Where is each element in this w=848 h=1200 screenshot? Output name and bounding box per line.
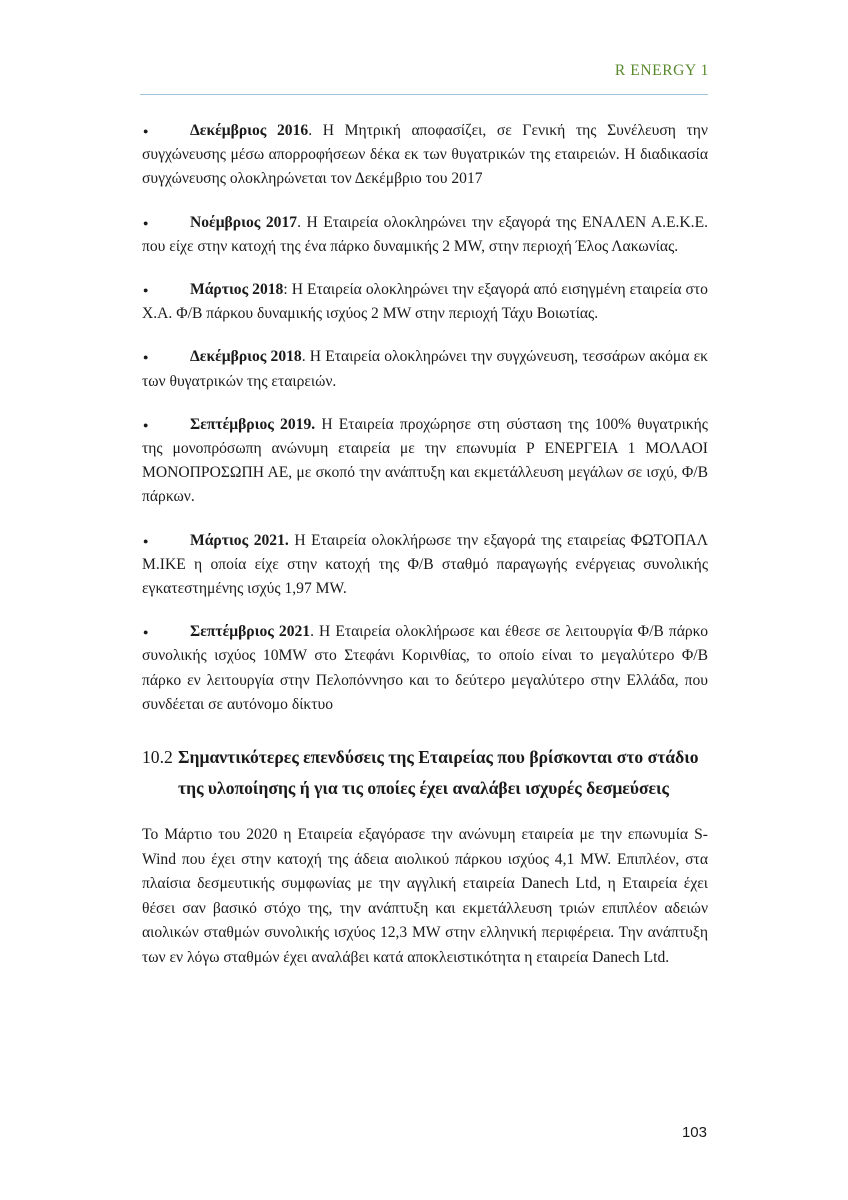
- timeline-date: Δεκέμβριος 2016: [190, 122, 309, 139]
- timeline-date: Νοέμβριος 2017: [190, 213, 298, 231]
- bullet-icon: ●: [143, 535, 149, 546]
- page-number: 103: [681, 1124, 707, 1141]
- timeline-item: [142, 413, 708, 510]
- bullet-icon: ●: [143, 627, 149, 638]
- timeline-date: Μάρτιος 2021.: [190, 531, 289, 549]
- timeline-text: . Η Εταιρεία ολοκληρώνει την συγχώνευση, τεσσάρων ακόμα εκ των θυγατρικών της εταιρειών.: [142, 348, 708, 390]
- bullet-icon: ●: [143, 126, 149, 136]
- timeline-text: . Η Εταιρεία ολοκληρώνει την εξαγορά της ΕΝΑΛΕΝ Α.Ε.Κ.Ε. που είχε στην κατοχή της ένα πάρκο δυναμικής 2 MW, στην περιοχή Έλος Λακωνίας.: [142, 213, 708, 255]
- timeline-text: : Η Εταιρεία ολοκληρώνει την εξαγορά από εισηγμένη εταιρεία στο Χ.Α. Φ/Β πάρκου δυναμικής ισχύος 2 MW στην περιοχή Τάχυ Βοιωτίας.: [142, 281, 708, 323]
- section-heading: [142, 742, 708, 804]
- timeline-text: Η Εταιρεία ολοκλήρωσε την εξαγορά της εταιρείας ΦΩΤΟΠΑΛ Μ.ΙΚΕ η οποία είχε στην κατοχή της Φ/Β σταθμό παραγωγής ενέργειας συνολικής εγκατεστημένης ισχύς 1,97 MW.: [142, 531, 708, 598]
- bullet-icon: ●: [143, 285, 149, 296]
- header-divider: [140, 94, 708, 95]
- timeline-text: Η Εταιρεία προχώρησε στη σύσταση της 100% θυγατρικής της μονοπρόσωπη ανώνυμη εταιρεία με την επωνυμία Ρ ΕΝΕΡΓΕΙΑ 1 ΜΟΛΑΟΙ ΜΟΝΟΠΡΟΣΩΠΗ ΑΕ, με σκοπό την ανάπτυξη και εκμετάλλευση μεγάλων σε ισχύ, Φ/Β πάρκων.: [142, 415, 708, 506]
- timeline-item: [142, 620, 708, 717]
- timeline-text: . Η Εταιρεία ολοκλήρωσε και έθεσε σε λειτουργία Φ/Β πάρκο συνολικής ισχύος 10MW στο Στεφάνι Κορινθίας, το οποίο είναι το μεγαλύτερο Φ/Β πάρκο εν λειτουργία στην Πελοπόννησο και το δεύτερο μεγαλύτερο στην Ελλάδα, που συνδέεται σε αυτόνομο δίκτυο: [142, 623, 708, 713]
- section-number: 10.2: [142, 747, 173, 768]
- timeline-date: Σεπτέμβριος 2021: [190, 623, 311, 641]
- timeline-item: [142, 211, 708, 259]
- timeline-item: [142, 345, 708, 393]
- section-title: Σημαντικότερες επενδύσεις της Εταιρείας που βρίσκονται στο στάδιο της υλοποίησης ή για τις οποίες έχει αναλάβει ισχυρές δεσμεύσεις: [178, 747, 699, 799]
- timeline-date: Σεπτέμβριος 2019.: [190, 415, 316, 433]
- bullet-icon: ●: [143, 419, 149, 430]
- timeline-item: [142, 529, 708, 602]
- section-paragraph: Το Μάρτιο του 2020 η Εταιρεία εξαγόρασε την ανώνυμη εταιρεία με την επωνυμία S-Wind που έχει στην κατοχή της άδεια αιολικού πάρκου ισχύος 4,1 MW. Επιπλέον, στα πλαίσια δεσμευτικής συμφωνίας με την αγγλική εταιρεία Danech Ltd, η Εταιρεία έχει θέσει σαν βασικό στόχο της, την ανάπτυξη και εκμετάλλευση τριών επιπλέον αδειών αιολικών σταθμών συνολικής ισχύος 12,3 MW στην ελληνική περιφέρεια. Την ανάπτυξη των εν λόγω σταθμών έχει αναλάβει κατά αποκλειστικότητα η εταιρεία Danech Ltd.: [142, 826, 708, 967]
- timeline-item: [142, 278, 708, 326]
- timeline-date: Δεκέμβριος 2018: [190, 348, 302, 366]
- timeline-text: . Η Μητρική αποφασίζει, σε Γενική της Συνέλευση την συγχώνευσης μέσω απορροφήσεων δέκα εκ των θυγατρικών της εταιρειών. Η διαδικασία συγχώνευσης ολοκληρώνεται τον Δεκέμβριο του 2017: [142, 122, 708, 188]
- bullet-icon: ●: [143, 217, 149, 228]
- running-header: R ENERGY 1: [614, 62, 709, 79]
- page-body: [142, 119, 708, 971]
- timeline-date: Μάρτιος 2018: [190, 281, 284, 299]
- timeline-item: [142, 119, 708, 192]
- bullet-icon: ●: [143, 352, 149, 363]
